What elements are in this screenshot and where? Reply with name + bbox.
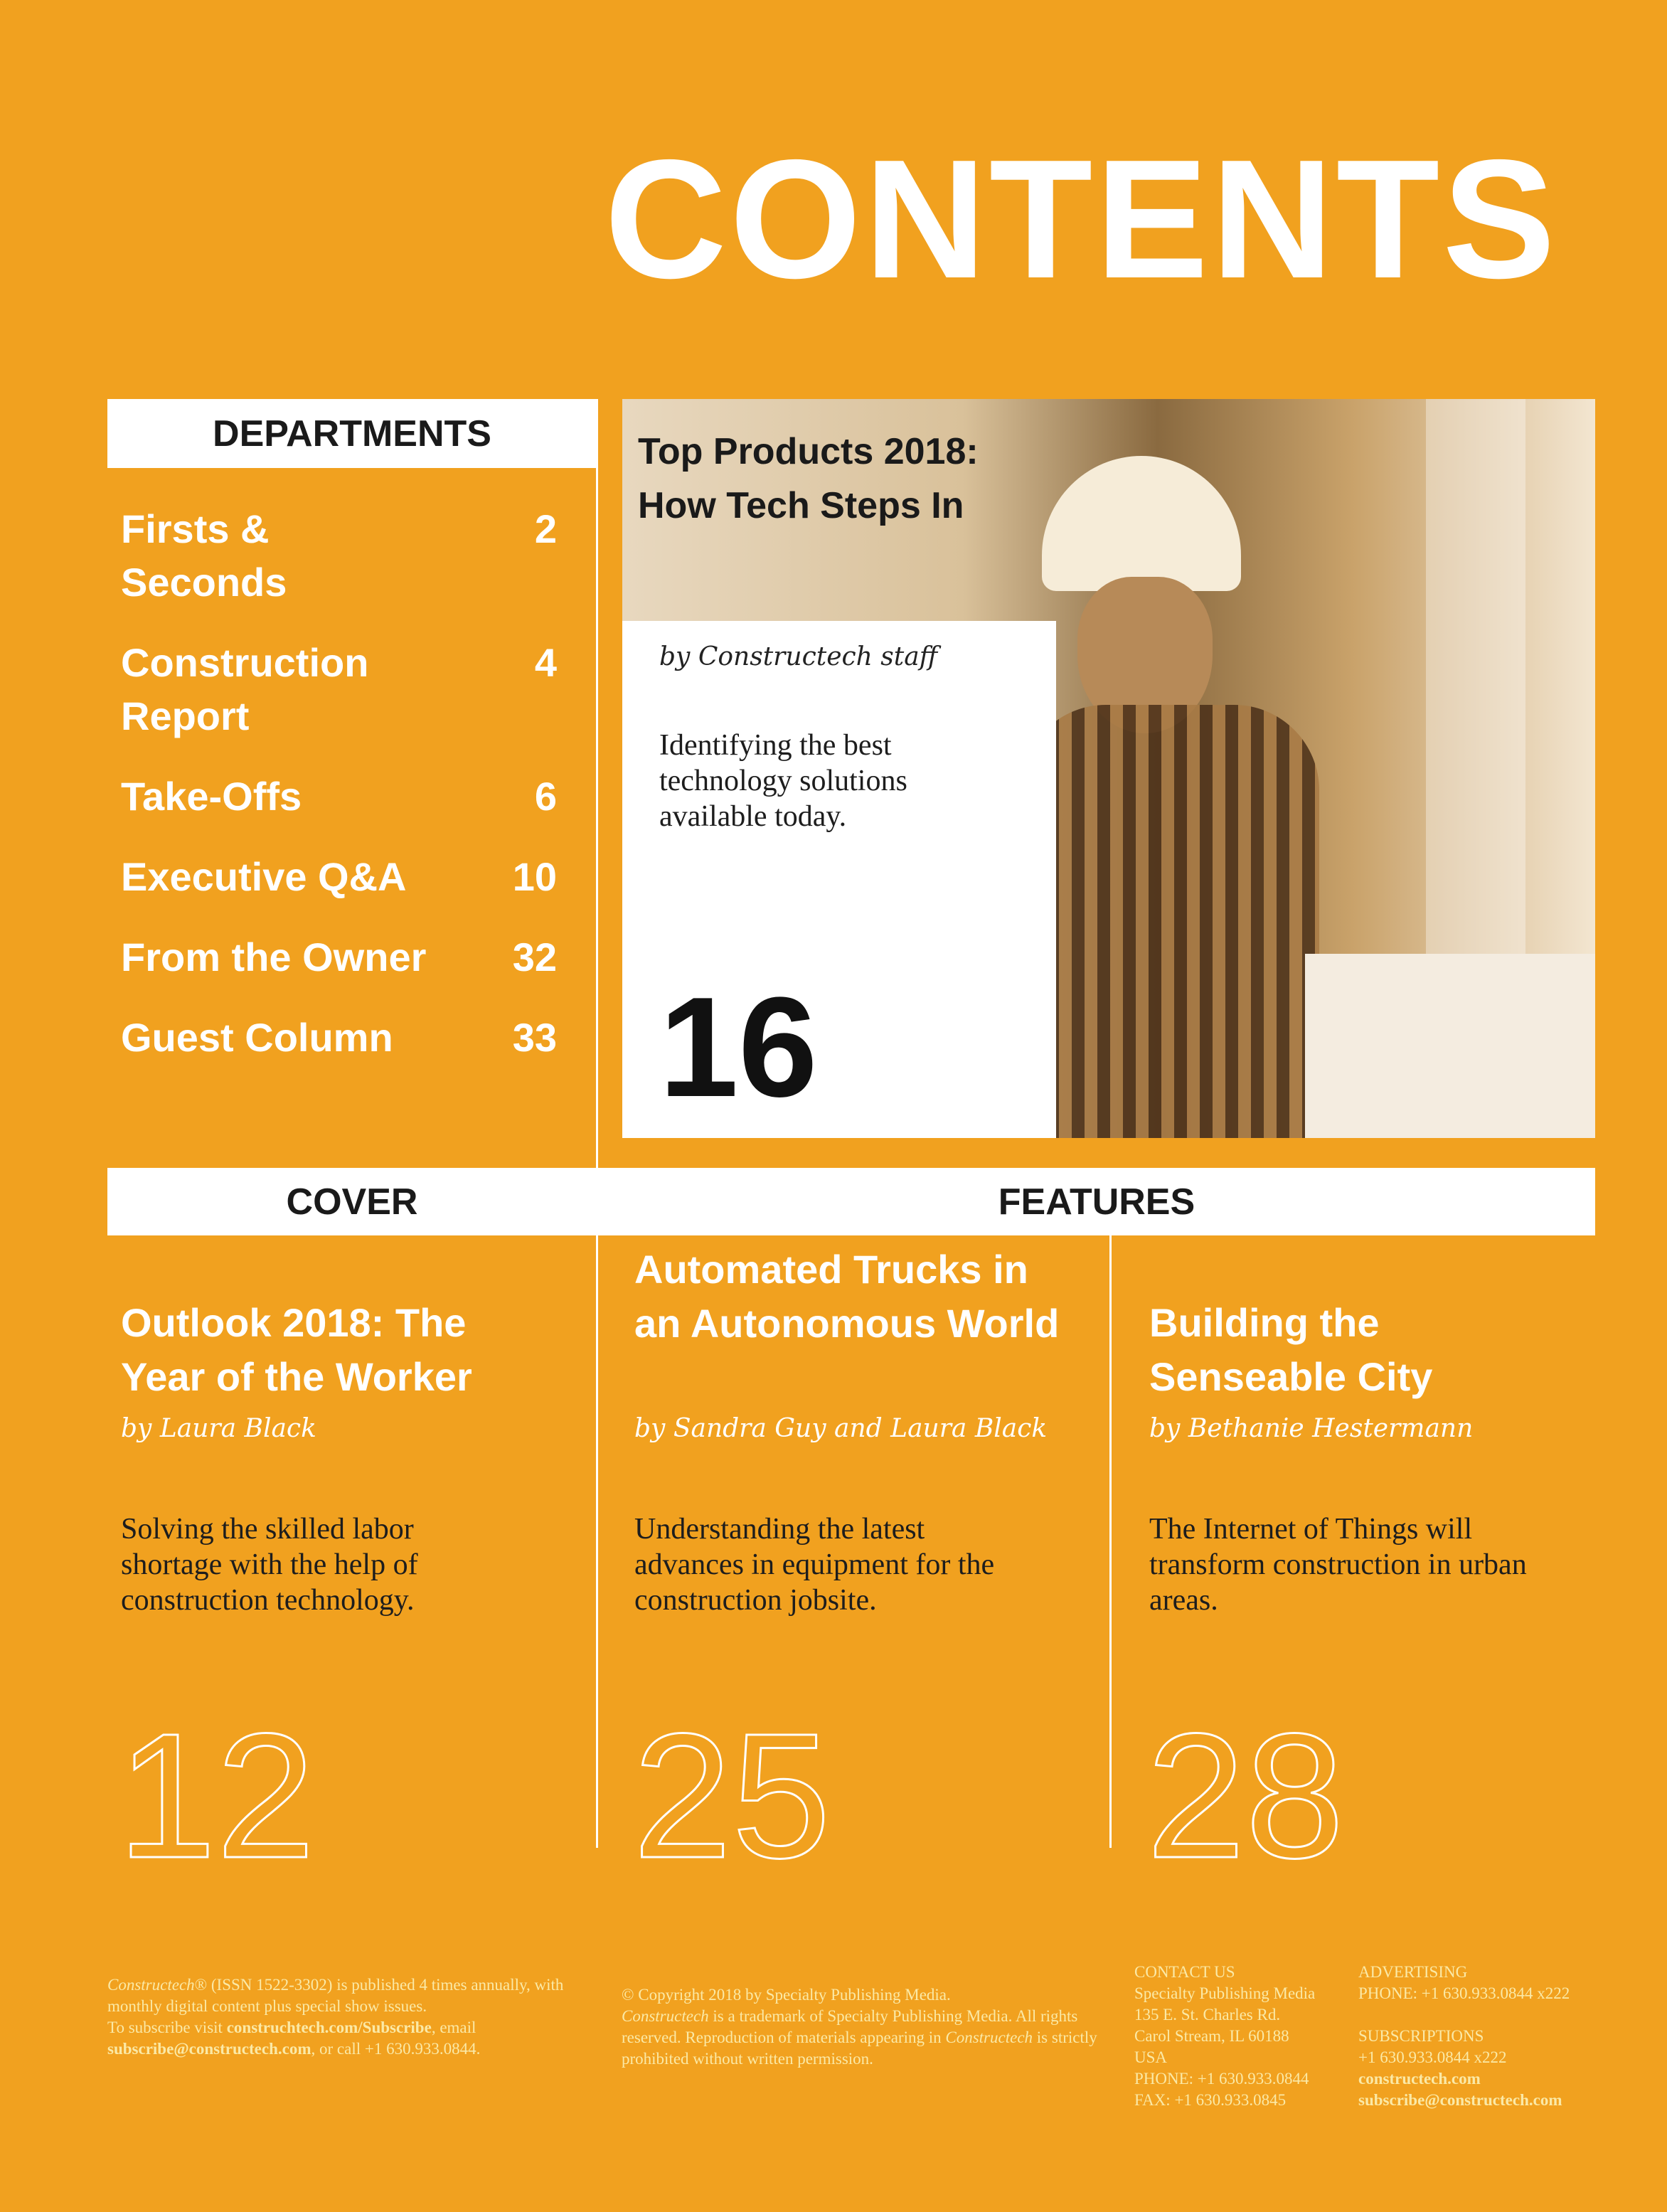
dept-page: 6 <box>534 774 557 819</box>
plaid-shirt <box>1021 705 1319 1138</box>
call-text: , or call +1 630.933.0844. <box>311 2040 481 2058</box>
feature-title: Automated Trucks in an Autonomous World <box>634 1247 1060 1346</box>
copyright-text: is strictly prohibited without written permission. <box>622 2028 1097 2068</box>
email-text: , email <box>431 2019 476 2036</box>
copyright-info <box>622 1984 1105 2070</box>
dept-label: Construction Report <box>121 640 369 738</box>
contact-line: Specialty Publishing Media <box>1134 1984 1316 2002</box>
top-feature-page: 16 <box>659 968 818 1127</box>
feature-byline: by Bethanie Hestermann <box>1149 1414 1474 1443</box>
contact-line: 135 E. St. Charles Rd. <box>1134 2006 1281 2024</box>
feature-page: 28 <box>1146 1696 1345 1895</box>
features-header: FEATURES <box>598 1168 1595 1235</box>
dept-page: 2 <box>534 506 557 551</box>
dept-label: Firsts & Seconds <box>121 506 287 605</box>
dept-page: 4 <box>534 640 557 685</box>
publication-name: Constructech <box>622 2007 709 2025</box>
dept-item-executive-qa[interactable] <box>121 850 557 903</box>
dept-page: 33 <box>512 1015 557 1060</box>
top-feature-title-line2: How Tech Steps In <box>638 485 964 526</box>
subscriptions-phone: +1 630.933.0844 x222 <box>1358 2048 1507 2066</box>
dept-label: Executive Q&A <box>121 854 407 899</box>
copyright-text: © Copyright 2018 by Specialty Publishing Media. <box>622 1986 951 2004</box>
cover-header: COVER <box>107 1168 597 1235</box>
cover-story[interactable] <box>121 1296 548 1404</box>
column-divider <box>1109 1235 1112 1848</box>
hard-hat-icon <box>1042 456 1241 591</box>
contact-us <box>1134 1962 1362 2111</box>
dept-page: 10 <box>512 854 557 899</box>
subscribe-email-link[interactable]: subscribe@constructech.com <box>1358 2091 1562 2109</box>
subscribe-text: To subscribe visit <box>107 2019 227 2036</box>
cover-title: Outlook 2018: The Year of the Worker <box>121 1300 472 1399</box>
dept-label: From the Owner <box>121 935 427 979</box>
contact-line: Carol Stream, IL 60188 <box>1134 2027 1289 2045</box>
contact-heading: CONTACT US <box>1134 1963 1235 1981</box>
advertising-heading: ADVERTISING <box>1358 1963 1468 1981</box>
dept-label: Take-Offs <box>121 774 302 819</box>
dept-item-guest-column[interactable] <box>121 1011 557 1064</box>
publication-name: Constructech <box>107 1976 195 1994</box>
cover-page: 12 <box>117 1696 316 1895</box>
publication-info <box>107 1974 570 2060</box>
cover-byline: by Laura Black <box>121 1414 316 1443</box>
dept-label: Guest Column <box>121 1015 393 1060</box>
cover-description: Solving the skilled labor shortage with the help of construction technology. <box>121 1513 418 1617</box>
feature-byline: by Sandra Guy and Laura Black <box>634 1414 1048 1443</box>
top-feature-title-line1: Top Products 2018: <box>638 431 979 472</box>
subscribe-link[interactable]: construchtech.com/Subscribe <box>226 2019 432 2036</box>
dept-page: 32 <box>512 935 557 979</box>
top-feature-card[interactable] <box>622 399 1595 1138</box>
website-link[interactable]: constructech.com <box>1358 2070 1481 2088</box>
advertising-phone: PHONE: +1 630.933.0844 x222 <box>1358 1984 1570 2002</box>
email-link[interactable]: subscribe@constructech.com <box>107 2040 311 2058</box>
contact-fax: FAX: +1 630.933.0845 <box>1134 2091 1287 2109</box>
dept-item-from-the-owner[interactable] <box>121 930 557 984</box>
contact-phone: PHONE: +1 630.933.0844 <box>1134 2070 1309 2088</box>
feature-title: Building the Senseable City <box>1149 1300 1433 1399</box>
laptop <box>1305 954 1595 1138</box>
feature-description: The Internet of Things will transform construction in urban areas. <box>1149 1513 1527 1617</box>
dept-item-take-offs[interactable] <box>121 770 557 823</box>
top-feature-byline: by Constructech staff <box>659 642 938 671</box>
advertising-subscriptions <box>1358 1962 1643 2111</box>
contact-line: USA <box>1134 2048 1168 2066</box>
departments-header: DEPARTMENTS <box>107 399 597 468</box>
publication-name: Constructech <box>945 2028 1033 2046</box>
top-feature-description: Identifying the best technology solutions available today. <box>659 729 907 833</box>
column-divider <box>596 399 598 1848</box>
feature-automated-trucks[interactable] <box>634 1243 1082 1351</box>
dept-item-construction-report[interactable] <box>121 636 557 743</box>
dept-item-firsts-seconds[interactable] <box>121 502 557 609</box>
feature-description: Understanding the latest advances in equipment for the construction jobsite. <box>634 1513 995 1617</box>
publish-text: ® (ISSN 1522-3302) is published 4 times annually, with monthly digital content plus special show issues. <box>107 1976 564 2015</box>
copyright-text: is a trademark of Specialty Publishing Media. All rights reserved. Reproduction of materials appearing in <box>622 2007 1078 2046</box>
feature-page: 25 <box>633 1696 831 1895</box>
feature-senseable-city[interactable] <box>1149 1296 1548 1404</box>
subscriptions-heading: SUBSCRIPTIONS <box>1358 2027 1484 2045</box>
page-title: CONTENTS <box>605 125 1558 314</box>
top-feature-panel <box>622 621 1056 1138</box>
